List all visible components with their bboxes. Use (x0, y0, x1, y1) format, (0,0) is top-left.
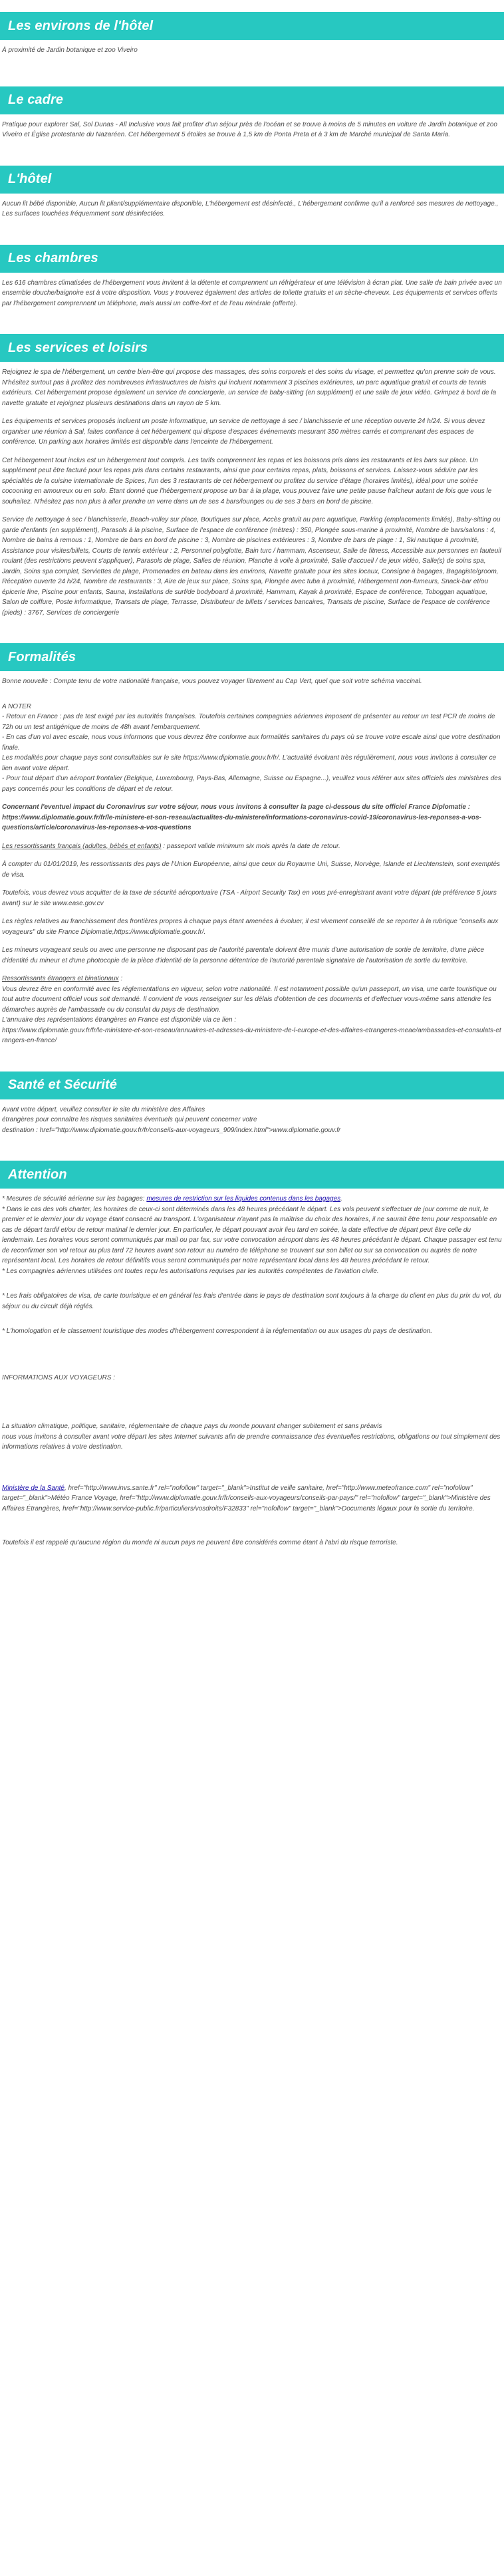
services-paragraph: Service de nettoyage à sec / blanchisserie, Beach-volley sur place, Boutiques sur place, Accès gratuit au parc aquatique, Parking (emplacements limités), Baby-sitting ou garde d'enfants (en supplément), Parasols à la piscine, Surface de l'espace de conférence (mètres) : 350, Plongée sous-marine à proximité, Nombre de bars/salons : 4, Nombre de bains à remous : 1, Nombre de bars en bord de piscine : 3, Nombre de piscines extérieures : 3, Nombre de bars de plage : 1, Ski nautique à proximité, Assistance pour visites/billets, Courts de tennis extérieur : 2, Personnel polyglotte, Bain turc / hammam, Ascenseur, Salle de fitness, Accessible aux personnes en fauteuil roulant (des restrictions peuvent s'appliquer), Parasols de plage, Salles de réunion, Planche à voile à proximité, Salle d'accueil / de jeux vidéo, Salle(s) de soins spa, Jardin, Soins spa complet, Serviettes de plage, Promenades en bateau dans les environs, Navette gratuite pour les sites locaux, Consigne à bagages, Bagagiste/groom, Réception ouverte 24 h/24, Nombre de restaurants : 3, Aire de jeux sur place, Soins spa, Plongée avec tuba à proximité, Hébergement non-fumeurs, Snack-bar et/ou épicerie fine, Piscine pour enfants, Sauna, Installations de surf/de bodyboard à proximité, Hammam, Kayak à proximité, Espace de conférence, Toboggan aquatique, Salon de coiffure, Poste informatique, Transats de plage, Terrasse, Distributeur de billets / services bancaires, Transats de piscine, Surface de l'espace de conférence (pieds) : 3767, Services de conciergerie (2, 516, 501, 617)
section-formalites (0, 643, 504, 1046)
section-body (0, 1189, 504, 1548)
section-title: Le cadre (8, 92, 64, 107)
section-services (0, 334, 504, 618)
charter-text: * Dans le cas des vols charter, les horaires de ceux-ci sont déterminés dans les 48 heures précédant le départ. Les vols peuvent s'effectuer de jour comme de nuit, le premier et le dernier jour du voyage étant consacré au transport. L'organisateur n'ayant pas la maîtrise du choix des horaires, il ne saurait être tenu pour responsable en cas de départ tardif et/ou de retour matinal le dernier jour. En particulier, le départ pouvant avoir lieu tard en soirée, la date effective de départ peut être celle du lendemain. Les horaires vous seront communiqués par mail ou par fax, sur votre convocation aéroport dans les 48 heures précédant le départ. Chaque passager est tenu de reconfirmer son vol retour au plus tard 72 heures avant son retour au numéro de téléphone se trouvant sur son billet ou sur sa convocation ou auprès de notre représentant local. Les horaires de retour définitifs vous seront communiqués par notre représentant local dans les 48 heures précédant le retour. (2, 1205, 502, 1264)
foreign-heading-text: Ressortissants étrangers et binationaux (2, 975, 119, 982)
foreign-heading-suffix: : (118, 975, 123, 982)
mesures-link[interactable]: mesures de restriction sur les liquides contenus dans les bagages (146, 1195, 341, 1203)
section-title: Les environs de l'hôtel (8, 18, 154, 33)
section-header-bar (0, 12, 504, 40)
section-header-bar (0, 1161, 504, 1189)
section-header-bar (0, 86, 504, 114)
visa-exemption: À compter du 01/01/2019, les ressortissants des pays de l'Union Européenne, ainsi que ceux du Royaume Uni, Suisse, Norvège, Islande et Liechtenstein, sont exemptés de visa. (2, 861, 501, 879)
page (0, 12, 504, 1556)
foreign-line: Vous devrez être en conformité avec les réglementations en vigueur, selon votre nationalité. Il est notamment possible qu'un passeport, un visa, une carte touristique ou tout autre document officiel vous soit demandé. Il convient de vous renseigner sur les délais d'obtention de ces documents et d'effectuer vous-même sans attendre les démarches auprès de l'ambassade ou du consulat du pays de destination. (2, 985, 497, 1014)
situation-line: nous vous invitons à consulter avant votre départ les sites Internet suivants afin de prendre connaissance des éventuelles restrictions, obligations ou tout simplement des informations relatives à votre destination. (2, 1433, 501, 1451)
compagnies-text: * Les compagnies aériennes utilisées ont toutes reçu les autorisations requises par les autorités compétentes de l'aviation civile. (2, 1267, 379, 1275)
section-title: Formalités (8, 649, 76, 664)
frais-text: * Les frais obligatoires de visa, de carte touristique et en général les frais d'entrée dans le pays de destination sont toujours à la charge du client en plus du prix du vol, du séjour ou du circuit déjà réglés. (2, 1292, 501, 1310)
border-rules: Les règles relatives au franchissement des frontières propres à chaque pays étant amenées à évoluer, il est vivement conseillé de se reporter à la rubrique "conseils aux voyageurs" du site France Diplomatie,https://www.diplomatie.gouv.fr/. (2, 918, 499, 936)
section-body (0, 194, 504, 219)
section-body (0, 40, 504, 56)
section-body (0, 362, 504, 618)
cadre-text: Pratique pour explorer Sal, Sol Dunas - All Inclusive vous fait profiter d'un séjour près de l'océan et se trouve à moins de 5 minutes en voiture de Jardin botanique et zoo Viveiro et Église protestante du Nazaréen. Cet hébergement 5 étoiles se trouve à 1,5 km de Ponta Preta et à 3 km de Marché municipal de Santa Maria. (2, 120, 497, 138)
section-body (0, 273, 504, 309)
section-environs (0, 12, 504, 56)
section-attention (0, 1161, 504, 1556)
ressortissants-heading: Les ressortissants français (adultes, bébés et enfants) (2, 842, 162, 850)
situation-line: La situation climatique, politique, sanitaire, réglementaire de chaque pays du monde pouvant changer subitement et sans préavis (2, 1423, 382, 1430)
mesures-line (2, 1194, 502, 1205)
homologation-text: * L'homologation et le classement touristique des modes d'hébergement correspondent à la réglementation ou aux usages du pays de destination. (2, 1328, 433, 1335)
mesures-suffix: . (340, 1195, 342, 1203)
coronavirus-notice (2, 802, 502, 833)
note-line: - Pour tout départ d'un aéroport frontalier (Belgique, Luxembourg, Pays-Bas, Allemagne, Suisse ou Espagne...), veuillez vous référer aux sites officiels des ministères des pays concernés pour les conditions de départ et de retour. (2, 775, 501, 793)
coronavirus-notice-text: Concernant l'eventuel impact du Coronavirus sur votre séjour, nous vous invitons à consulter la page ci-dessous du site officiel France Diplomatie : https://www.diplomatie.gouv.fr/fr/le-ministere-et-son-reseau/actualites-du-ministere/informations-coronavirus-covid-19/coronavirus-les-reponses-a-vos-questions/article/coronavirus-les-reponses-a-vos-questions (2, 803, 481, 831)
note-line: Les modalités pour chaque pays sont consultables sur le site https://www.diplomatie.gouv.fr/fr/. L'actualité évoluant très régulièrement, nous vous invitons à consulter ce lien avant votre départ. (2, 754, 497, 772)
sante-line: Avant votre départ, veuillez consulter le site du ministère des Affaires (2, 1105, 205, 1113)
mesures-prefix: * Mesures de sécurité aérienne sur les bagages: (2, 1195, 147, 1203)
terrorisme-text: Toutefois il est rappelé qu'aucune région du monde ni aucun pays ne peuvent être considérés comme étant à l'abri du risque terroriste. (2, 1539, 398, 1546)
section-chambres (0, 245, 504, 309)
section-body (0, 114, 504, 140)
hotel-text: Aucun lit bébé disponible, Aucun lit pliant/supplémentaire disponible, L'hébergement est désinfecté., L'hébergement confirme qu'il a renforcé ses mesures de nettoyage., Les surfaces touchées fréquemment sont désinfectées. (2, 200, 499, 217)
section-body (0, 671, 504, 1046)
tsa-text: Toutefois, vous devrez vous acquitter de la taxe de sécurité aéroportuaire (TSA - Airport Security Tax) en vous pré-enregistrant avant votre départ (de préférence 5 jours avant) sur le site www.ease.gov.cv (2, 889, 497, 907)
foreign-line: https://www.diplomatie.gouv.fr/fr/le-ministere-et-son-reseau/annuaires-et-adresses-du-ministere-de-l-europe-et-des-affaires-etrangeres-meae/ambassades-et-consulats-etrangers-en-france/ (2, 1026, 501, 1044)
section-title: L'hôtel (8, 172, 52, 186)
section-title: Attention (8, 1167, 67, 1182)
section-sante (0, 1072, 504, 1136)
section-title: Santé et Sécurité (8, 1077, 117, 1092)
environs-text: À proximité de Jardin botanique et zoo Viveiro (2, 47, 138, 54)
sante-line: destination : href="http://www.diplomatie.gouv.fr/fr/conseils-aux-voyageurs_909/index.html">www.diplomatie.gouv.fr (2, 1126, 341, 1134)
sante-link[interactable]: Ministère de la Santé (2, 1484, 64, 1492)
section-header-bar (0, 1072, 504, 1099)
section-title: Les chambres (8, 251, 98, 265)
ressortissants-text: : passeport valide minimum six mois après la date de retour. (161, 842, 340, 850)
services-paragraph: Rejoignez le spa de l'hébergement, un centre bien-être qui propose des massages, des soins corporels et des soins du visage, et permettez qu'on prenne soin de vous. N'hésitez surtout pas à profitez des nombreuses infrastructures de loisirs qui incluent notamment 3 piscines extérieures, un parc aquatique gratuit et courts de tennis extérieurs. Cet hébergement propose également un service de conciergerie, un service de baby-sitting (en supplément) et une salle de jeux vidéo. Grimpez à bord de la navette gratuite et rejoignez plusieurs destinations dans un rayon de 5 km. (2, 368, 497, 407)
section-hotel (0, 166, 504, 219)
section-header-bar (0, 643, 504, 671)
minors-text: Les mineurs voyageant seuls ou avec une personne ne disposant pas de l'autorité parentale doivent être munis d'une autorisation de sortie de territoire, d'une pièce d'identité du mineur et d'une photocopie de la pièce d'identité de la personne détentrice de l'autorité parentale signataire de l'autorisation de sortie du territoire. (2, 946, 485, 964)
a-noter-label: A NOTER (2, 702, 32, 710)
section-cadre (0, 86, 504, 140)
ressortissants-francais (2, 841, 502, 852)
services-paragraph: Cet hébergement tout inclus est un hébergement tout compris. Les tarifs comprennent les repas et les boissons pris dans les restaurants et les bars sur place. Un supplément peut être facturé pour les repas pris dans certains restaurants, ainsi que pour certains repas, plats, boissons et services. Laissez-vous séduire par les spécialités de la cuisine internationale de Spices, l'un des 3 restaurants de cet hébergement ou profitez du service d'étage (horaires limités), idéal pour une soirée cocooning en amoureux ou en solo. Étant donné que l'hébergement propose un bar à la plage, vous pouvez faire une petite pause fraîcheur autant de fois que vous le souhaitez. N'hésitez pas non plus à aller prendre un verre dans un de ses 4 bars/lounges ou de ses 3 bars en bord de piscine. (2, 456, 492, 505)
note-line: - En cas d'un vol avec escale, nous vous informons que vous devrez être conforme aux formalités sanitaires du pays où se trouve votre escale ainsi que votre destination finale. (2, 734, 501, 752)
section-body (0, 1099, 504, 1136)
services-paragraph: Les équipements et services proposés incluent un poste informatique, un service de nettoyage à sec / blanchisserie et une réception ouverte 24 h/24. Si vous devez organiser une réunion à Sal, faites confiance à cet hébergement qui dispose d'espaces événements mesurant 350 mètres carrés et comprenant des espaces de conférence. Un parking aux horaires limités est disponible dans l'enceinte de l'hébergement. (2, 418, 485, 446)
infos-heading: INFORMATIONS AUX VOYAGEURS : (2, 1373, 116, 1381)
section-header-bar (0, 245, 504, 273)
foreign-line: L'annuaire des représentations étrangères en France est disponible via ce lien : (2, 1016, 237, 1024)
note-line: - Retour en France : pas de test exigé par les autorités françaises. Toutefois certaines compagnies aériennes imposent de présenter au retour un test PCR de moins de 72h ou un test antigénique de moins de 48h avant l'embarquement. (2, 713, 495, 731)
formalites-intro: Bonne nouvelle : Compte tenu de votre nationalité française, vous pouvez voyager librement au Cap Vert, quel que soit votre schéma vaccinal. (2, 678, 422, 685)
section-title: Les services et loisirs (8, 340, 148, 355)
chambres-text: Les 616 chambres climatisées de l'hébergement vous invitent à la détente et comprennent un réfrigérateur et une télévision à écran plat. Une salle de bain privée avec un ensemble douche/baignoire est à votre disposition. Vous y trouverez également des articles de toilette gratuits et un sèche-cheveux. Les équipements et services offerts par l'hébergement comprennent un téléphone, mais aussi un coffre-fort et de l'eau minérale (offerte). (2, 279, 502, 307)
sante-line: étrangères pour connaître les risques sanitaires éventuels qui peuvent concerner votre (2, 1116, 257, 1123)
links-text: , href="http://www.invs.sante.fr" rel="nofollow" target="_blank">Institut de veille sanitaire, href="http://www.meteofrance.com" rel="nofollow" target="_blank">Météo France Voyage, href="http://www.diplomatie.gouv.fr/fr/conseils-aux-voyageurs/conseils-par-pays/" rel="nofollow" target="_blank">Ministère des Affaires Étrangères, href="http://www.service-public.fr/particuliers/vosdroits/F32833" rel="nofollow" target="_blank">Documents légaux pour la sortie du territoire. (2, 1484, 491, 1512)
foreign-heading (2, 974, 502, 984)
section-header-bar (0, 166, 504, 194)
links-paragraph (2, 1483, 502, 1514)
section-header-bar (0, 334, 504, 362)
